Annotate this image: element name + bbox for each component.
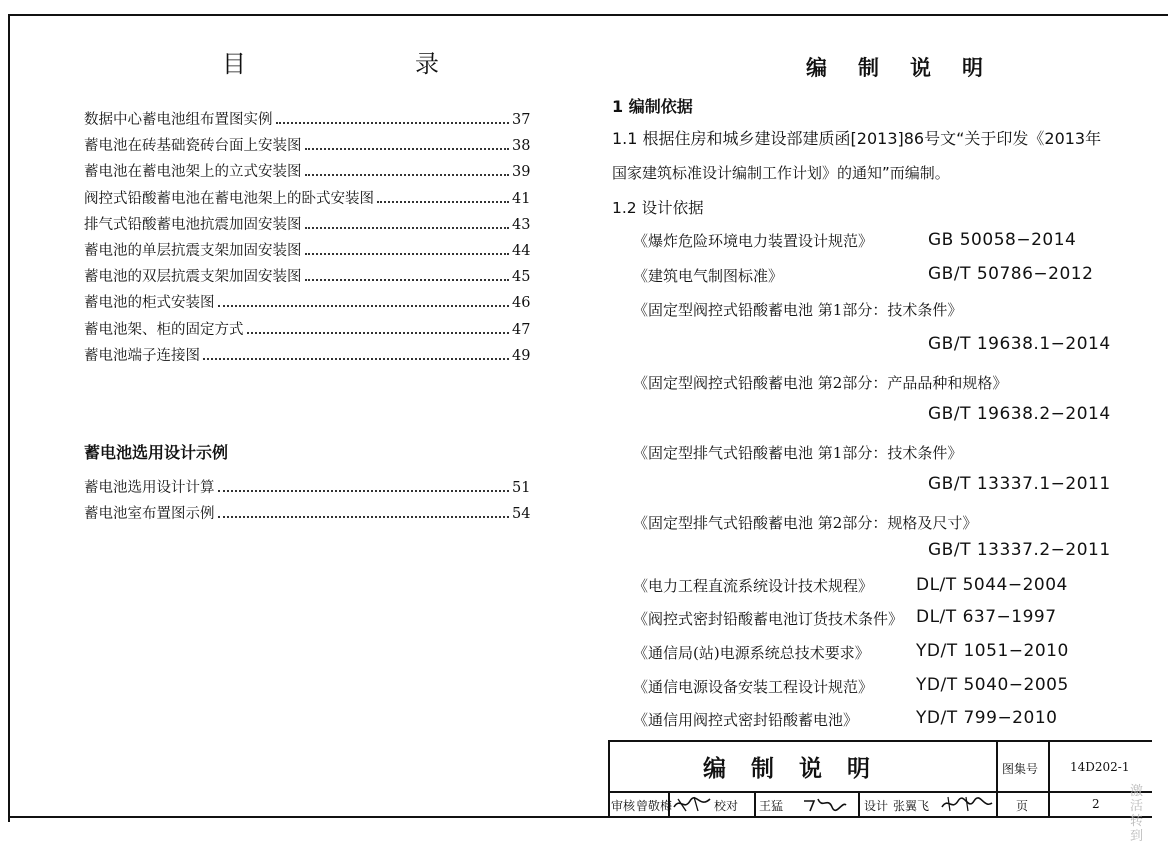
leader-dots [247,332,510,334]
watermark-line: 激活 [1130,784,1144,814]
leader-dots [305,148,510,150]
title-block-divider [754,792,756,818]
reviewer-signature [672,793,712,815]
toc-entry-text: 蓄电池的单层抗震支架加固安装图 [84,242,302,259]
title-block-title-char: 编 [703,756,726,782]
toc-entry-page: 47 [512,321,531,338]
leader-dots [377,201,509,203]
leader-dots [305,227,510,229]
toc-entry-page: 49 [512,347,531,364]
toc-entry-text: 蓄电池的双层抗震支架加固安装图 [84,269,302,286]
check-label: 校对 [714,799,739,813]
toc-entry [84,265,530,291]
toc-entry [84,213,530,239]
leader-dots [305,279,510,281]
reference-code: GB/T 50786−2012 [928,264,1094,284]
toc-entry-page: 37 [512,112,531,128]
notes-title-char: 制 [858,56,879,80]
reference-code: DL/T 637−1997 [916,607,1057,627]
reference-code: GB 50058−2014 [928,230,1077,250]
designer-name: 张翼飞 [893,799,930,813]
design-label: 设计 [864,799,889,813]
title-block-divider [608,740,610,818]
toc-entry-page: 46 [512,295,531,312]
toc-entry-text: 蓄电池端子连接图 [84,347,200,364]
page-label: 页 [1016,799,1029,813]
reference-name: 《固定型阀控式铅酸蓄电池 第2部分：产品品种和规格》 [633,374,1008,392]
toc-entry-text: 蓄电池架、柜的固定方式 [84,321,244,338]
toc-entry [84,160,530,186]
toc-entry [84,344,530,370]
checker-name: 王猛 [759,799,784,813]
title-block-title [703,750,895,783]
reference-code: DL/T 5044−2004 [916,575,1068,595]
reference-code: GB/T 19638.1−2014 [928,334,1111,354]
reference-name: 《阀控式密封铅酸蓄电池订货技术条件》 [633,610,904,628]
reference-name: 《通信电源设备安装工程设计规范》 [633,678,874,696]
reference-code: YD/T 5040−2005 [916,675,1069,695]
title-block-divider [858,792,860,818]
toc-list [84,108,530,370]
title-block-divider [1048,740,1050,818]
toc-entry [84,239,530,265]
reference-name: 《电力工程直流系统设计技术规程》 [633,577,874,595]
reference-name: 《通信用阀控式密封铅酸蓄电池》 [633,711,859,729]
toc-title-left: 目 [222,50,246,78]
toc-entry-text: 数据中心蓄电池组布置图实例 [84,112,273,128]
reference-code: GB/T 13337.1−2011 [928,474,1111,494]
title-block-divider [996,740,998,818]
notes-title [806,52,1014,82]
atlas-number-label: 图集号 [1002,762,1039,776]
toc-entry [84,318,530,344]
toc-entry-page: 39 [512,164,531,181]
leader-dots [218,516,510,518]
toc-title-right: 录 [415,50,439,78]
section-heading-1: 1 编制依据 [612,97,693,116]
reference-code: GB/T 19638.2−2014 [928,404,1111,424]
title-block [608,740,1152,822]
title-block-title-char: 说 [799,756,822,782]
designer-signature [938,793,994,815]
toc-entry-text: 蓄电池室布置图示例 [84,506,215,523]
toc-entry [84,476,530,502]
toc-entry-page: 51 [512,480,531,496]
paragraph-1-1-line1: 1.1 根据住房和城乡建设部建质函[2013]86号文“关于印发《2013年 [612,129,1102,148]
watermark-line: 转到 [1130,814,1144,844]
leader-dots [276,122,510,124]
leader-dots [305,174,510,176]
toc-list-section2 [84,476,530,528]
toc-entry-page: 38 [512,138,531,155]
toc-entry [84,187,530,213]
review-label: 审核 [611,799,636,813]
title-block-title-char: 制 [751,756,774,782]
reference-name: 《固定型阀控式铅酸蓄电池 第1部分：技术条件》 [633,301,963,319]
reference-name: 《固定型排气式铅酸蓄电池 第1部分：技术条件》 [633,444,963,462]
activation-watermark [1130,784,1152,844]
reference-name: 《爆炸危险环境电力装置设计规范》 [633,232,874,250]
leader-dots [218,490,510,492]
reference-code: YD/T 799−2010 [916,708,1058,728]
page-number: 2 [1092,797,1100,811]
toc-entry-text: 蓄电池选用设计计算 [84,480,215,496]
atlas-number: 14D202-1 [1070,760,1130,774]
reference-code: YD/T 1051−2010 [916,641,1069,661]
leader-dots [305,253,510,255]
notes-title-char: 说 [910,56,931,80]
toc-section-title: 蓄电池选用设计示例 [84,443,229,462]
toc-entry-text: 蓄电池在蓄电池架上的立式安装图 [84,164,302,181]
reference-name: 《建筑电气制图标准》 [633,267,784,285]
leader-dots [203,358,509,360]
title-block-title-char: 明 [847,756,870,782]
reference-name: 《固定型排气式铅酸蓄电池 第2部分：规格及尺寸》 [633,514,978,532]
notes-title-char: 编 [806,56,827,80]
title-block-top-line [608,740,1152,742]
toc-entry [84,134,530,160]
notes-title-char: 明 [962,56,983,80]
toc-entry-text: 排气式铅酸蓄电池抗震加固安装图 [84,216,302,233]
checker-signature [800,793,848,815]
toc-entry-page: 54 [512,506,531,523]
toc-entry-page: 43 [512,216,531,233]
reviewer-name: 曾敬梅 [636,799,673,813]
toc-entry-text: 蓄电池的柜式安装图 [84,295,215,312]
toc-entry-page: 44 [512,242,531,259]
reference-code: GB/T 13337.2−2011 [928,540,1111,560]
toc-entry [84,108,530,134]
toc-entry-page: 45 [512,269,531,286]
reference-name: 《通信局(站)电源系统总技术要求》 [633,644,870,662]
toc-entry [84,502,530,528]
toc-entry-text: 蓄电池在砖基础瓷砖台面上安装图 [84,138,302,155]
leader-dots [218,305,510,307]
toc-entry-page: 41 [512,190,531,207]
section-heading-1-2: 1.2 设计依据 [612,199,704,217]
toc-entry [84,291,530,317]
paragraph-1-1-line2: 国家建筑标准设计编制工作计划》的通知”而编制。 [612,164,950,182]
toc-entry-text: 阀控式铅酸蓄电池在蓄电池架上的卧式安装图 [84,190,374,207]
